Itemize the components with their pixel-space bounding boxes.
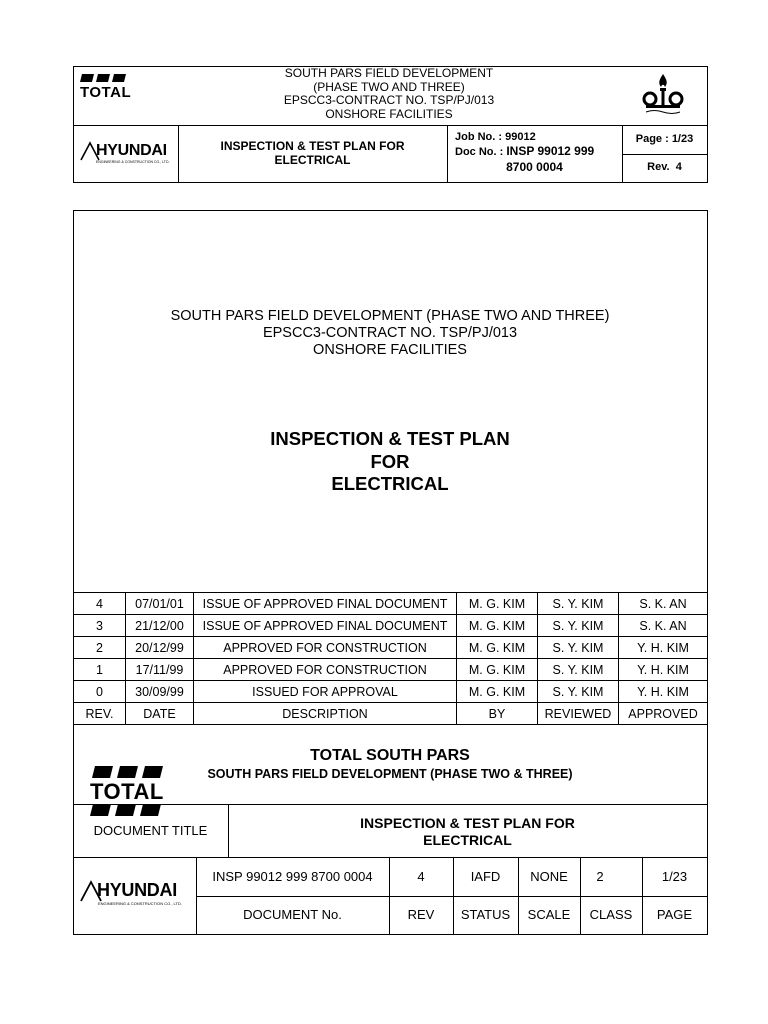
- footer-scale: NONE: [530, 869, 568, 884]
- by-cell: M. G. KIM: [457, 637, 538, 659]
- cover-title: [73, 428, 707, 496]
- footer-project: SOUTH PARS FIELD DEVELOPMENT (PHASE TWO & THREE): [207, 767, 573, 781]
- reviewed-cell: S. Y. KIM: [538, 593, 619, 615]
- footer-divider: [196, 896, 707, 897]
- revision-header-row: [74, 703, 708, 725]
- header-page: Page : 1/23: [635, 133, 694, 145]
- footer-doc-title: [228, 815, 707, 849]
- hyundai-logo: [80, 880, 190, 910]
- reviewed-cell: S. Y. KIM: [538, 659, 619, 681]
- footer-label-rev: REV: [407, 907, 435, 922]
- cover-title-line: ELECTRICAL: [331, 473, 449, 494]
- footer-doc-number: INSP 99012 999 8700 0004: [212, 869, 373, 884]
- by-cell: M. G. KIM: [457, 593, 538, 615]
- footer-divider: [73, 857, 707, 858]
- revision-header-cell: DATE: [126, 703, 194, 725]
- header-doc-title: [180, 139, 445, 167]
- by-cell: M. G. KIM: [457, 659, 538, 681]
- footer-label-status: STATUS: [460, 907, 511, 922]
- revision-header-cell: REVIEWED: [538, 703, 619, 725]
- header-project-line: EPSCC3-CONTRACT NO. TSP/PJ/013: [283, 93, 495, 107]
- header-rev: Rev. 4: [647, 161, 682, 173]
- cover-project-line: SOUTH PARS FIELD DEVELOPMENT (PHASE TWO AND THREE): [170, 308, 610, 324]
- date-cell: 07/01/01: [126, 593, 194, 615]
- cover-title-line: INSPECTION & TEST PLAN: [270, 428, 510, 449]
- total-logo: [80, 74, 132, 104]
- revision-row: [74, 593, 708, 615]
- nioc-emblem-icon: [640, 72, 686, 118]
- revision-row: [74, 615, 708, 637]
- doc-number-label: Doc No. :: [455, 146, 507, 158]
- approved-cell: Y. H. KIM: [619, 681, 708, 703]
- hyundai-logo-subtext: ENGINEERING & CONSTRUCTION CO., LTD.: [98, 901, 182, 906]
- reviewed-cell: S. Y. KIM: [538, 615, 619, 637]
- approved-cell: Y. H. KIM: [619, 637, 708, 659]
- reviewed-cell: S. Y. KIM: [538, 637, 619, 659]
- rev-cell: 4: [74, 593, 126, 615]
- approved-cell: S. K. AN: [619, 615, 708, 637]
- header-divider: [73, 125, 707, 126]
- footer-label-scale: SCALE: [527, 907, 571, 922]
- revision-table: [73, 592, 708, 725]
- rev-cell: 0: [74, 681, 126, 703]
- header-doc-title-line: INSPECTION & TEST PLAN FOR: [220, 139, 405, 153]
- footer-doc-title-label: DOCUMENT TITLE: [93, 823, 208, 838]
- header-project-lines: [230, 67, 548, 121]
- date-cell: 20/12/99: [126, 637, 194, 659]
- header-project-line: (PHASE TWO AND THREE): [313, 79, 465, 94]
- footer-label-class: CLASS: [589, 907, 633, 922]
- date-cell: 30/09/99: [126, 681, 194, 703]
- header-doc-title-line: ELECTRICAL: [274, 153, 351, 167]
- header-project-line: SOUTH PARS FIELD DEVELOPMENT: [284, 66, 494, 80]
- by-cell: M. G. KIM: [457, 681, 538, 703]
- revision-row: [74, 637, 708, 659]
- footer-label-doc-number: DOCUMENT No.: [243, 907, 342, 922]
- revision-header-cell: REV.: [74, 703, 126, 725]
- footer-divider: [73, 724, 707, 725]
- cover-project-line: ONSHORE FACILITIES: [313, 342, 467, 358]
- date-cell: 21/12/00: [126, 615, 194, 637]
- date-cell: 17/11/99: [126, 659, 194, 681]
- description-cell: APPROVED FOR CONSTRUCTION: [194, 637, 457, 659]
- rev-cell: 3: [74, 615, 126, 637]
- footer-class: 2: [596, 869, 604, 884]
- cover-project-line: EPSCC3-CONTRACT NO. TSP/PJ/013: [262, 325, 518, 341]
- header-project-line: ONSHORE FACILITIES: [325, 106, 453, 121]
- footer-doc-title-line: ELECTRICAL: [423, 832, 512, 848]
- reviewed-cell: S. Y. KIM: [538, 681, 619, 703]
- footer-doc-title-line: INSPECTION & TEST PLAN FOR: [360, 815, 575, 831]
- doc-number: [455, 145, 594, 159]
- hyundai-logo-subtext: ENGINEERING & CONSTRUCTION CO., LTD.: [96, 160, 170, 164]
- cover-title-line: FOR: [370, 450, 410, 472]
- footer-divider: [73, 804, 707, 805]
- by-cell: M. G. KIM: [457, 615, 538, 637]
- revision-header-cell: APPROVED: [619, 703, 708, 725]
- footer-company: TOTAL SOUTH PARS: [310, 747, 470, 764]
- hyundai-logo-text: HYUNDAI: [96, 142, 167, 159]
- total-logo-text: TOTAL: [80, 84, 132, 101]
- revision-header-cell: BY: [457, 703, 538, 725]
- revision-row: [74, 659, 708, 681]
- header-vline: [447, 125, 448, 183]
- revision-row: [74, 681, 708, 703]
- description-cell: APPROVED FOR CONSTRUCTION: [194, 659, 457, 681]
- total-logo-text: TOTAL: [90, 779, 164, 804]
- header-divider: [622, 154, 707, 155]
- footer-page: 1/23: [661, 869, 688, 884]
- header-vline: [178, 125, 179, 183]
- revision-header-cell: DESCRIPTION: [194, 703, 457, 725]
- cover-project: [73, 308, 707, 359]
- approved-cell: Y. H. KIM: [619, 659, 708, 681]
- rev-cell: 1: [74, 659, 126, 681]
- description-cell: ISSUE OF APPROVED FINAL DOCUMENT: [194, 593, 457, 615]
- footer-status: IAFD: [470, 869, 501, 884]
- doc-number-value: INSP 99012 999: [506, 144, 595, 158]
- hyundai-logo: [80, 141, 176, 169]
- hyundai-logo-text: HYUNDAI: [97, 880, 177, 900]
- doc-number-continued: 8700 0004: [506, 160, 563, 174]
- job-number: Job No. : 99012: [455, 131, 536, 143]
- footer-label-page: PAGE: [656, 907, 693, 922]
- description-cell: ISSUED FOR APPROVAL: [194, 681, 457, 703]
- rev-cell: 2: [74, 637, 126, 659]
- approved-cell: S. K. AN: [619, 593, 708, 615]
- description-cell: ISSUE OF APPROVED FINAL DOCUMENT: [194, 615, 457, 637]
- footer-rev: 4: [417, 869, 425, 884]
